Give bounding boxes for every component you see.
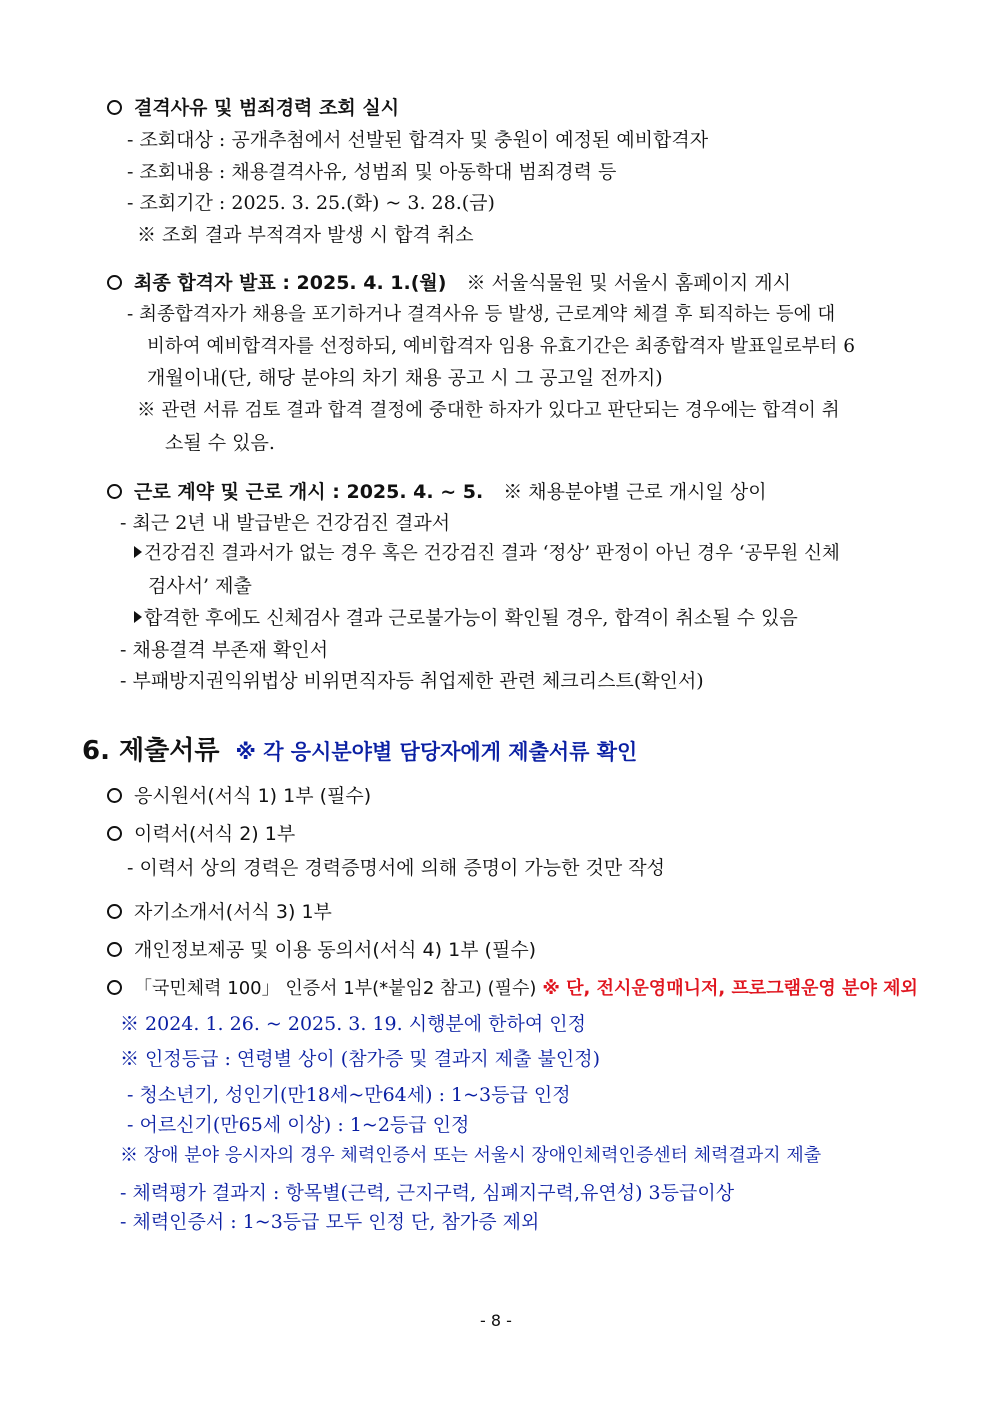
circle-bullet-icon [107,942,122,957]
block3-subline: 건강검진 결과서가 없는 경우 혹은 건강검진 결과 ‘정상’ 판정이 아닌 경우 ‘공무원 신체 [134,541,840,567]
fitness-exclusion-note: ※ 단, 전시운영매니저, 프로그램운영 분야 제외 [542,978,918,999]
fitness-note: ※ 인정등급 : 연령별 상이 (참가증 및 결과지 제출 불인정) [120,1048,601,1070]
block3-heading-note: ※ 채용분야별 근로 개시일 상이 [503,481,767,503]
fitness-note: ※ 장애 분야 응시자의 경우 체력인증서 또는 서울시 장애인체력인증센터 체력결과지 제출 [120,1145,822,1166]
block1-heading-row [107,95,399,121]
block2-note: ※ 관련 서류 검토 결과 합격 결정에 중대한 하자가 있다고 판단되는 경우에는 합격이 취 [137,400,840,421]
fitness-subline: - 체력평가 결과지 : 항목별(근력, 근지구력, 심폐지구력,유연성) 3등급이상 [120,1182,735,1204]
submission-item: 응시원서(서식 1) 1부 (필수) [107,783,371,809]
block2-line: 개월이내(단, 해당 분야의 차기 채용 공고 시 그 공고일 전까지) [147,367,663,389]
circle-bullet-icon [107,275,122,290]
block3-subline: 합격한 후에도 신체검사 결과 근로불가능이 확인될 경우, 합격이 취소될 수 있음 [134,605,798,631]
fitness-subline: - 청소년기, 성인기(만18세~만64세) : 1~3등급 인정 [127,1084,571,1106]
block1-heading: 결격사유 및 범죄경력 조회 실시 [134,97,400,119]
block1-line: - 조회대상 : 공개추첨에서 선발된 합격자 및 충원이 예정된 예비합격자 [127,129,709,151]
circle-bullet-icon [107,904,122,919]
fitness-subline: - 체력인증서 : 1~3등급 모두 인정 단, 참가증 제외 [120,1211,540,1233]
block2-line: - 최종합격자가 채용을 포기하거나 결격사유 등 발생, 근로계약 체결 후 퇴직하는 등에 대 [127,304,836,325]
block1-line: - 조회기간 : 2025. 3. 25.(화) ~ 3. 28.(금) [127,192,495,214]
block1-line: - 조회내용 : 채용결격사유, 성범죄 및 아동학대 범죄경력 등 [127,161,617,183]
fitness-subline: - 어르신기(만65세 이상) : 1~2등급 인정 [127,1114,470,1136]
block2-heading-row [107,270,791,296]
block3-line: - 최근 2년 내 발급받은 건강검진 결과서 [120,512,451,534]
block1-note: ※ 조회 결과 부적격자 발생 시 합격 취소 [137,224,474,246]
section6-note: ※ 각 응시분야별 담당자에게 제출서류 확인 [235,740,638,764]
block2-heading-note: ※ 서울식물원 및 서울시 홈페이지 게시 [466,272,791,294]
fitness-heading-row [107,976,918,1002]
section6-title: 6. 제출서류 [82,736,220,766]
circle-bullet-icon [107,826,122,841]
triangle-bullet-icon [134,611,142,623]
circle-bullet-icon [107,100,122,115]
triangle-bullet-icon [134,546,142,558]
circle-bullet-icon [107,484,122,499]
circle-bullet-icon [107,980,122,995]
submission-item: 자기소개서(서식 3) 1부 [107,899,332,925]
block2-heading: 최종 합격자 발표 : 2025. 4. 1.(월) [134,272,447,294]
submission-subline: - 이력서 상의 경력은 경력증명서에 의해 증명이 가능한 것만 작성 [127,857,665,879]
circle-bullet-icon [107,788,122,803]
page-number: - 8 - [480,1311,512,1330]
section6-title-row [82,735,637,770]
block3-line: - 채용결격 부존재 확인서 [120,639,329,661]
block3-heading: 근로 계약 및 근로 개시 : 2025. 4. ~ 5. [134,481,484,503]
block2-line: 비하여 예비합격자를 선정하되, 예비합격자 임용 유효기간은 최종합격자 발표일로부터 6 [147,336,856,357]
fitness-note: ※ 2024. 1. 26. ~ 2025. 3. 19. 시행분에 한하여 인정 [120,1013,586,1035]
block3-subline-cont: 검사서’ 제출 [148,575,252,597]
block3-heading-row [107,479,767,505]
block3-line: - 부패방지권익위법상 비위면직자등 취업제한 관련 체크리스트(확인서) [120,670,704,692]
submission-item: 이력서(서식 2) 1부 [107,821,295,847]
submission-item: 개인정보제공 및 이용 동의서(서식 4) 1부 (필수) [107,937,536,963]
fitness-heading: 「국민체력 100」 인증서 1부(*붙임2 참고) (필수) [134,978,537,999]
block2-note-cont: 소될 수 있음. [165,432,275,454]
